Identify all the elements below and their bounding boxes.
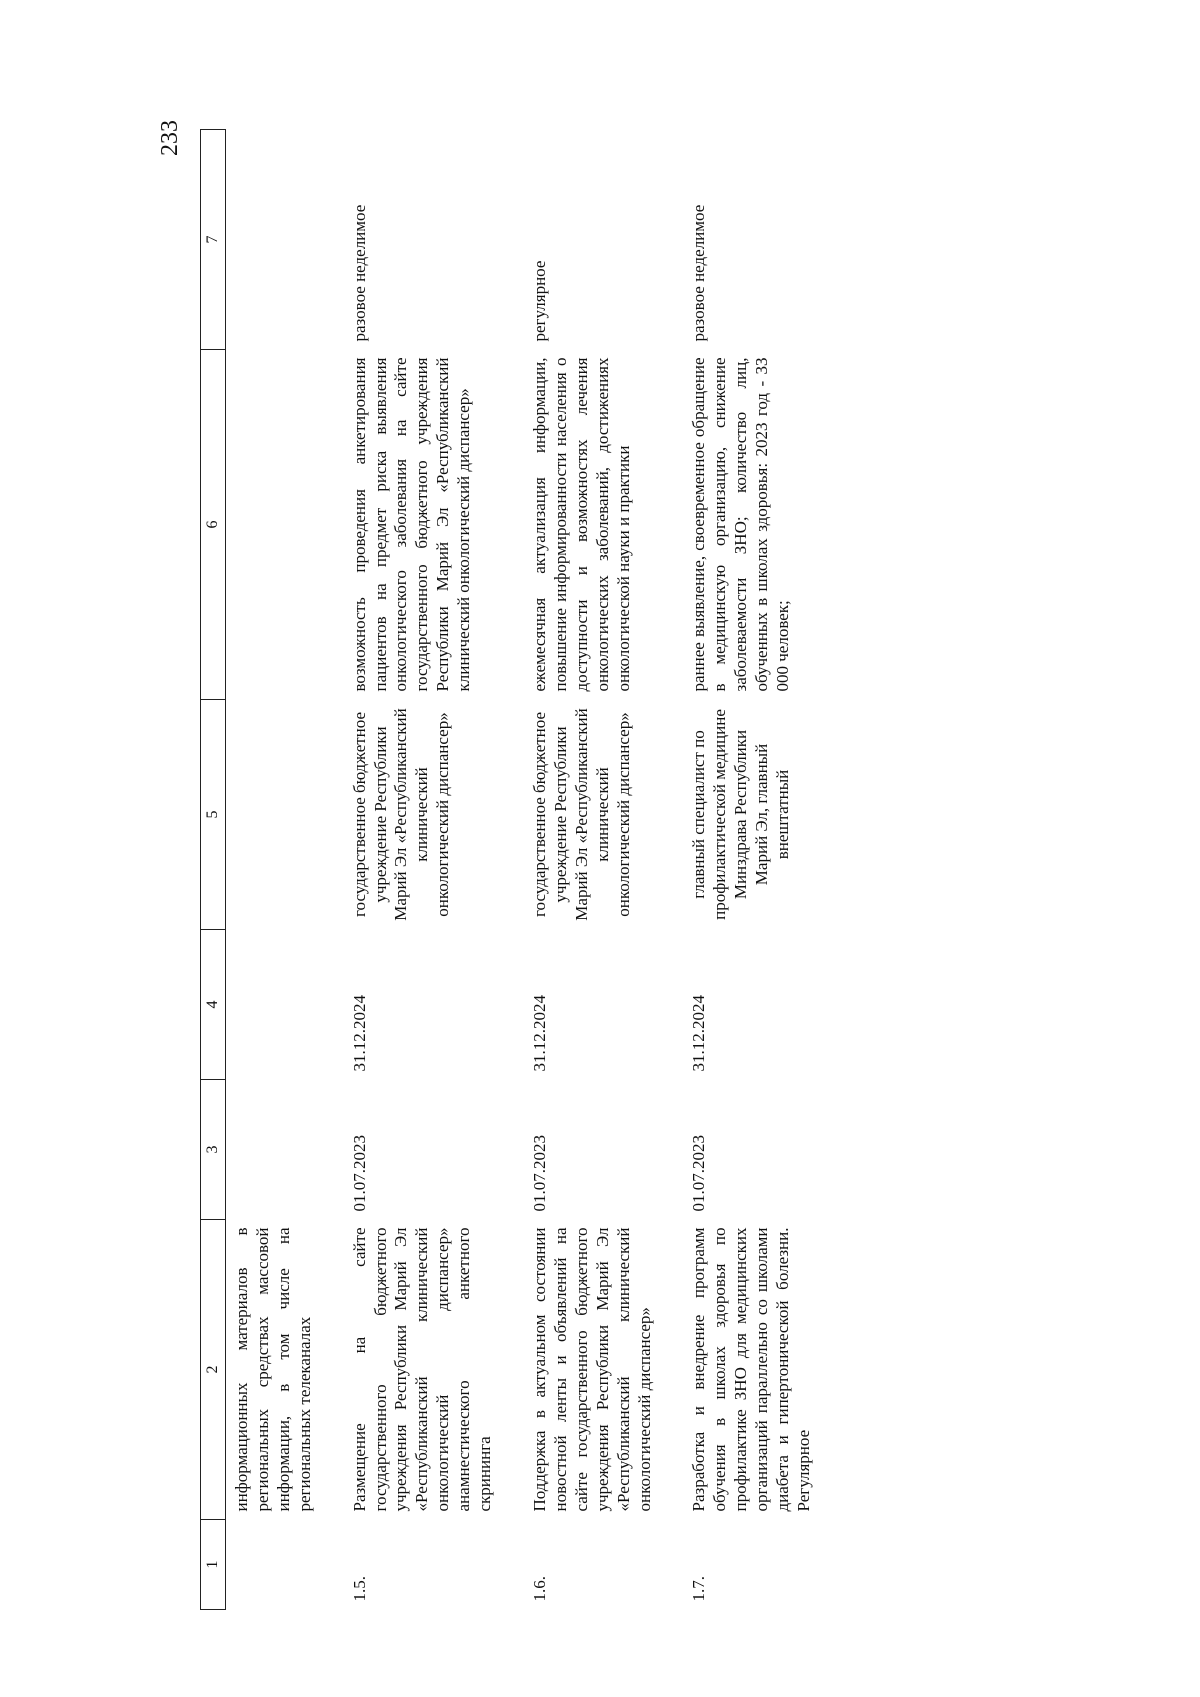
row-number: [226, 1520, 338, 1610]
periodicity-cell: регулярное: [529, 260, 549, 342]
header-col-7: 7: [201, 130, 226, 350]
activity-cell: информационных материалов в региональных средствах массовой информации, в том числе на региональных телеканалах: [232, 1227, 314, 1512]
result-cell: раннее выявление, своевременное обращение в медицинскую организацию, снижение заболеваемости ЗНО; количество лиц, обученных в школах здоровья: 2023 год - 33 000 человек;: [689, 357, 793, 692]
end-date-cell: 31.12.2024: [689, 995, 709, 1072]
header-col-1: 1: [201, 1520, 226, 1610]
page-number: 233: [156, 120, 183, 156]
column-number-header: [201, 130, 226, 1610]
header-col-2: 2: [201, 1220, 226, 1520]
table-row-1-7: [677, 130, 836, 1610]
table-row-continuation: [226, 130, 338, 1610]
header-col-3: 3: [201, 1080, 226, 1220]
table-row-1-5: [338, 130, 518, 1610]
result-cell: возможность проведения анкетирования пациентов на предмет риска выявления онкологического заболевания на сайте государственного бюджетного учреждения Республики Марий Эл «Республиканский клинический онкологический диспансер»: [349, 357, 474, 692]
responsible-cell: государственное бюджетное учреждение Республики Марий Эл «Республиканский клинический онкологический диспансер»: [349, 708, 453, 921]
header-col-4: 4: [201, 930, 226, 1080]
start-date-cell: 01.07.2023: [689, 1135, 709, 1212]
activity-cell: Размещение на сайте государственного бюджетного учреждения Республики Марий Эл «Республиканский клинический онкологический диспансер» анамнестического анкетного скрининга: [349, 1227, 495, 1512]
responsible-cell: главный специалист по профилактической медицине Минздрава Республики Марий Эл, главный внештатный: [689, 709, 793, 920]
periodicity-cell: разовое неделимое: [689, 204, 709, 342]
header-col-6: 6: [201, 350, 226, 700]
row-number: 1.7.: [689, 1576, 709, 1602]
result-cell: ежемесячная актуализация информации, повышение информированности населения о доступности и возможностях лечения онкологических заболеваний, достижениях онкологической науки и практики: [529, 357, 633, 692]
rotated-page: [200, 130, 980, 1610]
start-date-cell: 01.07.2023: [349, 1135, 369, 1212]
activity-cell: Поддержка в актуальном состоянии новостной ленты и объявлений на сайте государственного бюджетного учреждения Республики Марий Эл «Республиканский клинический онкологический диспансер»: [529, 1227, 654, 1512]
periodicity-cell: [226, 130, 338, 350]
responsible-cell: [226, 700, 338, 930]
table-row-1-6: [518, 130, 677, 1610]
row-number: 1.6.: [529, 1576, 549, 1602]
end-date-cell: 31.12.2024: [349, 995, 369, 1072]
end-date-cell: [226, 930, 338, 1080]
header-col-5: 5: [201, 700, 226, 930]
start-date-cell: 01.07.2023: [529, 1135, 549, 1212]
result-cell: [226, 350, 338, 700]
row-number: 1.5.: [349, 1576, 369, 1602]
periodicity-cell: разовое неделимое: [349, 204, 369, 342]
end-date-cell: 31.12.2024: [529, 995, 549, 1072]
responsible-cell: государственное бюджетное учреждение Республики Марий Эл «Республиканский клинический онкологический диспансер»: [529, 708, 633, 921]
schedule-table: [200, 129, 837, 1610]
start-date-cell: [226, 1080, 338, 1220]
activity-cell: Разработка и внедрение программ обучения в школах здоровья по профилактике ЗНО для медицинских организаций параллельно со школами диабета и гипертонической болезни. Регулярное: [689, 1227, 813, 1512]
